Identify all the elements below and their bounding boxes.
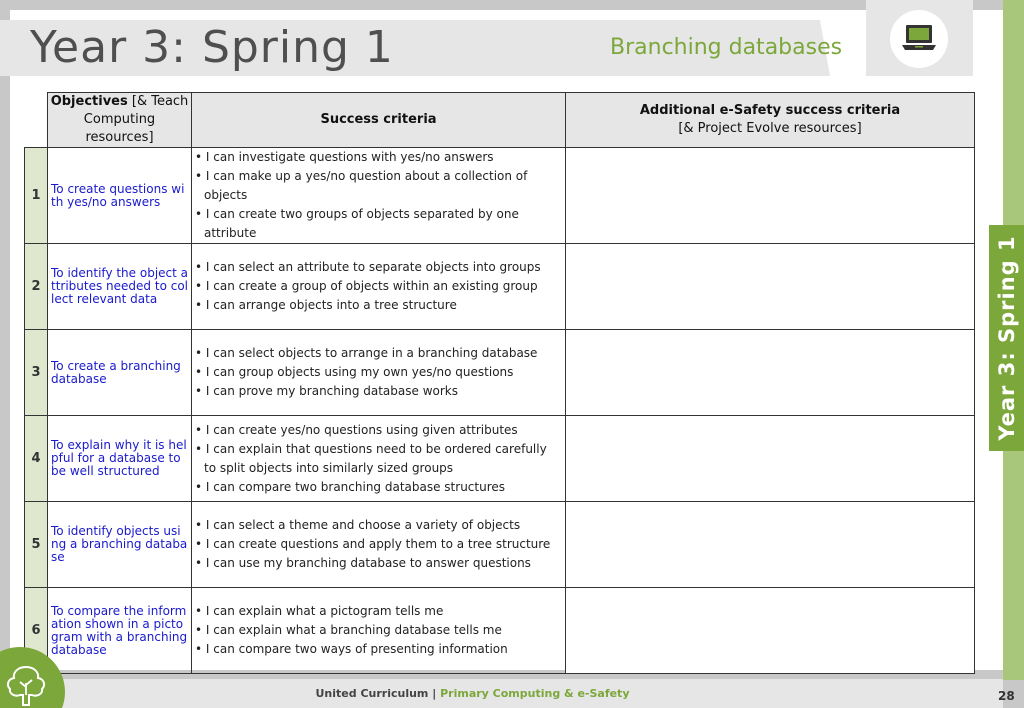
table-row — [25, 148, 975, 244]
row-number: 3 — [25, 330, 48, 416]
criteria-cell — [192, 588, 566, 674]
header-esafety-rest: [& Project Evolve resources] — [678, 121, 862, 136]
table-row — [25, 588, 975, 674]
header-objectives-bold: Objectives — [50, 94, 128, 109]
objective-cell: To identify the object attributes needed to collect relevant data — [48, 244, 192, 330]
criteria-item: • I can use my branching database to answer questions — [195, 554, 562, 573]
criteria-item: • I can create questions and apply them to a tree structure — [195, 535, 562, 554]
criteria-item: • I can arrange objects into a tree structure — [195, 296, 562, 315]
tree-icon — [1, 661, 51, 708]
objectives-table — [24, 92, 975, 674]
unit-title: Branching databases — [610, 35, 843, 60]
table-row — [25, 244, 975, 330]
header-esafety-bold: Additional e-Safety success criteria — [639, 103, 901, 118]
esafety-cell — [566, 502, 975, 588]
table-row — [25, 502, 975, 588]
criteria-cell — [192, 502, 566, 588]
criteria-item: • I can compare two ways of presenting information — [195, 640, 562, 659]
criteria-item: • I can select objects to arrange in a branching database — [195, 344, 562, 363]
page-number: 28 — [998, 689, 1015, 703]
table-row — [25, 416, 975, 502]
row-number: 2 — [25, 244, 48, 330]
criteria-item: • I can explain what a pictogram tells me — [195, 602, 562, 621]
row-number: 4 — [25, 416, 48, 502]
criteria-item: • I can create yes/no questions using given attributes — [195, 421, 562, 440]
criteria-item: • I can group objects using my own yes/no questions — [195, 363, 562, 382]
esafety-cell — [566, 588, 975, 674]
row-number: 5 — [25, 502, 48, 588]
row-number: 6 — [25, 588, 48, 674]
objective-cell: To explain why it is helpful for a database to be well structured — [48, 416, 192, 502]
page-title: Year 3: Spring 1 — [30, 22, 394, 73]
esafety-cell — [566, 244, 975, 330]
objective-cell: To create questions with yes/no answers — [48, 148, 192, 244]
objective-cell: To compare the information shown in a pictogram with a branching database — [48, 588, 192, 674]
footer-separator: | — [428, 687, 441, 700]
esafety-cell — [566, 416, 975, 502]
header-objectives — [48, 93, 192, 148]
criteria-item: • I can explain that questions need to be ordered carefully to split objects into similarly sized groups — [195, 440, 562, 478]
criteria-cell — [192, 330, 566, 416]
header-esafety — [566, 93, 975, 148]
criteria-item: • I can select a theme and choose a variety of objects — [195, 516, 562, 535]
footer-subject: Primary Computing & e-Safety — [440, 687, 630, 700]
header-success-label: Success criteria — [320, 112, 437, 127]
esafety-cell — [566, 148, 975, 244]
footer-text — [0, 687, 945, 700]
laptop-icon-badge — [890, 10, 948, 68]
criteria-cell — [192, 416, 566, 502]
criteria-item: • I can create two groups of objects separated by one attribute — [195, 205, 562, 243]
side-tab-label: Year 3: Spring 1 — [994, 235, 1019, 441]
header-objectives-rest: [& Teach Computing resources] — [83, 94, 189, 145]
objective-cell: To identify objects using a branching database — [48, 502, 192, 588]
criteria-item: • I can investigate questions with yes/no answers — [195, 148, 562, 167]
header-success — [192, 93, 566, 148]
criteria-item: • I can select an attribute to separate objects into groups — [195, 258, 562, 277]
criteria-item: • I can create a group of objects within an existing group — [195, 277, 562, 296]
footer-org: United Curriculum — [315, 687, 429, 700]
criteria-item: • I can explain what a branching database tells me — [195, 621, 562, 640]
esafety-cell — [566, 330, 975, 416]
side-tab — [989, 225, 1024, 451]
objective-cell: To create a branching database — [48, 330, 192, 416]
laptop-icon — [901, 23, 937, 53]
row-number: 1 — [25, 148, 48, 244]
criteria-item: • I can prove my branching database works — [195, 382, 562, 401]
table-row — [25, 330, 975, 416]
criteria-cell — [192, 148, 566, 244]
criteria-item: • I can make up a yes/no question about a collection of objects — [195, 167, 562, 205]
criteria-cell — [192, 244, 566, 330]
blank-corner — [25, 93, 48, 148]
criteria-item: • I can compare two branching database structures — [195, 478, 562, 497]
